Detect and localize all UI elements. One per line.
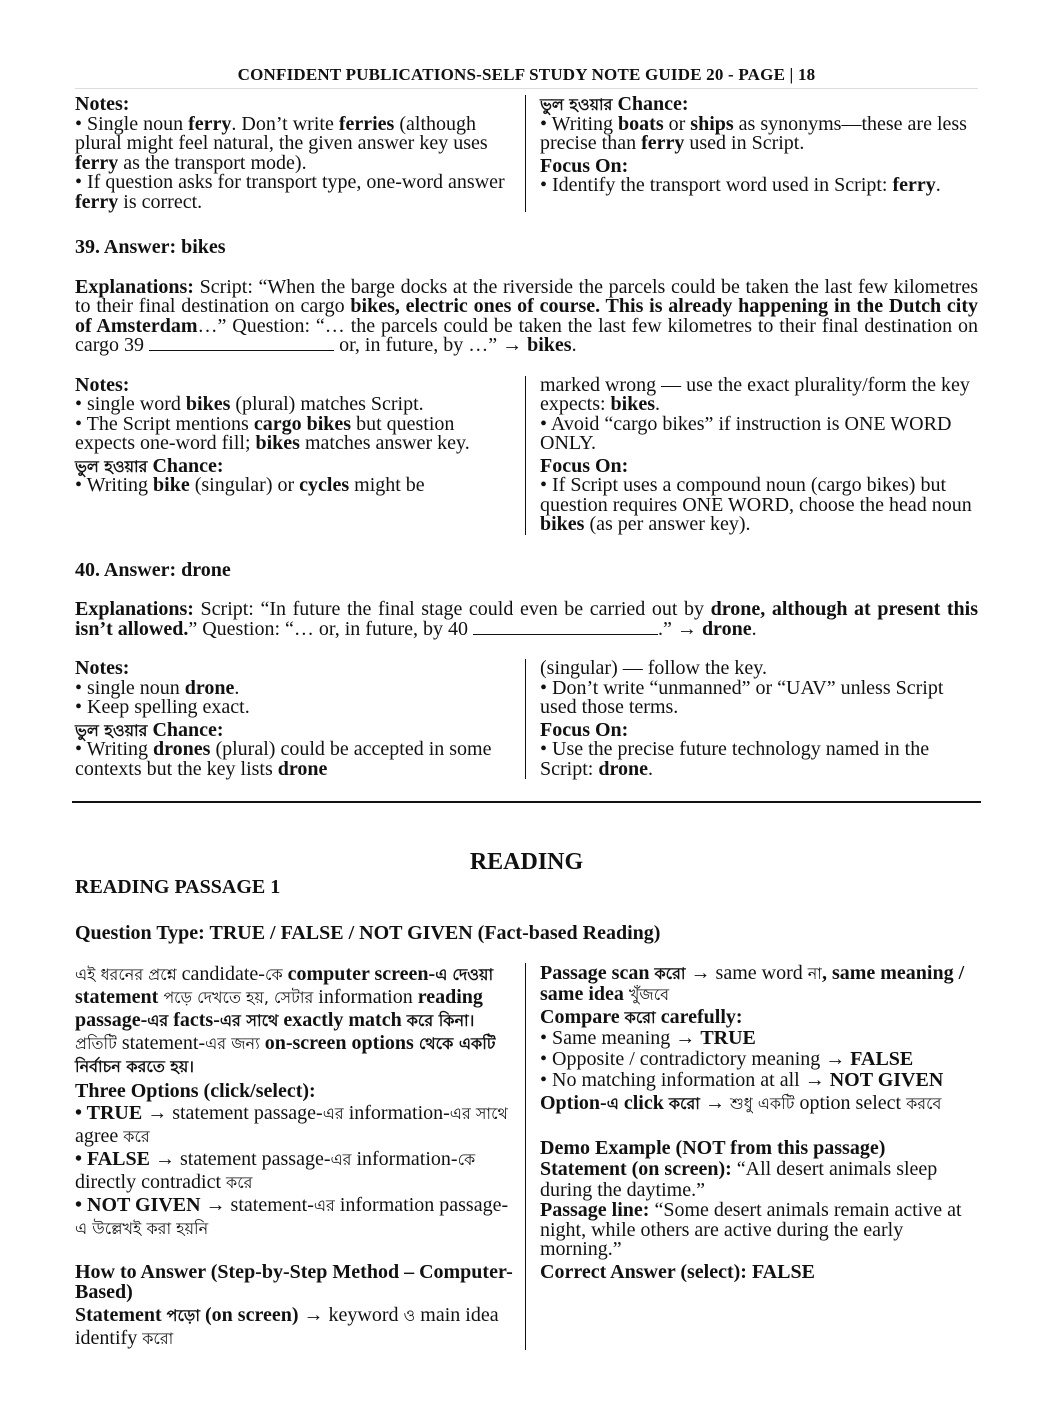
q39-left-column: [75, 373, 525, 535]
q39-chance-1: • Writing bike (singular) or cycles might be: [75, 474, 425, 496]
demo-correct-answer: Correct Answer (select): FALSE: [540, 1260, 815, 1283]
q40-focus-heading: Focus On:: [540, 718, 629, 741]
answer-blank: [149, 336, 334, 351]
compare-true: • Same meaning → TRUE: [540, 1027, 756, 1049]
reading-title: READING: [469, 849, 584, 875]
q40-chance-heading: ভুল হওয়ার Chance:: [75, 718, 224, 741]
q40-chance-1: • Writing drones (plural) could be accepted in some contexts but the key lists drone: [75, 738, 492, 780]
passage-heading: READING PASSAGE 1: [75, 876, 281, 898]
page-header: CONFIDENT PUBLICATIONS-SELF STUDY NOTE GUIDE 20 - PAGE | 18: [75, 62, 978, 89]
q40-notes-heading: Notes:: [75, 657, 130, 679]
q38-notes-section: [75, 95, 978, 212]
section-divider: [72, 801, 981, 803]
q39-right-column: [525, 373, 978, 535]
compare-not-given: • No matching information at all → NOT GIVEN: [540, 1069, 944, 1091]
how-to-answer-heading: How to Answer (Step-by-Step Method – Computer-Based): [75, 1261, 513, 1303]
q40-right-column: [525, 659, 978, 779]
compare-false: • Opposite / contradictory meaning → FALSE: [540, 1048, 914, 1070]
question-type-heading: Question Type: TRUE / FALSE / NOT GIVEN (Fact-based Reading): [75, 921, 661, 944]
step-select-option: Option-এ click করো → শুধু একটি option select করবে: [540, 1092, 942, 1114]
compare-heading: Compare করো carefully:: [540, 1006, 743, 1028]
reading-right-column: [525, 963, 978, 1350]
q40-notes-section: [75, 659, 978, 779]
q39-focus-1: • If Script uses a compound noun (cargo bikes) but question requires ONE WORD, choose the head noun bikes (as per answer key).: [540, 474, 972, 535]
q38-left-column: [75, 95, 525, 212]
q38-chance-heading: ভুল হওয়ার Chance:: [540, 93, 689, 115]
step-read-statement: Statement পড়ো (on screen) → keyword ও main idea identify করো: [75, 1304, 499, 1349]
q39-notes-heading: Notes:: [75, 373, 130, 396]
q40-left-column: [75, 659, 525, 779]
q40-chance-3: • Don’t write “unmanned” or “UAV” unless Script used those terms.: [540, 676, 944, 718]
q39-title: 39. Answer: bikes: [75, 236, 226, 258]
q38-right-column: [525, 95, 978, 212]
q38-chance-1: • Writing boats or ships as synonyms—these are less precise than ferry used in Script.: [540, 112, 967, 154]
q40-title: 40. Answer: drone: [75, 558, 231, 581]
intro-paragraph-2: প্রতিটি statement-এর জন্য on-screen options থেকে একটি নির্বাচন করতে হয়।: [75, 1032, 496, 1076]
q39-chance-2: marked wrong — use the exact plurality/form the key expects: bikes.: [540, 373, 970, 415]
intro-paragraph-1: এই ধরনের প্রশ্নে candidate-কে computer screen-এ দেওয়া statement পড়ে দেখতে হয়, সেটার information reading passage-এর facts-এর সাথে exactly match করে কিনা।: [75, 963, 494, 1031]
q38-focus-heading: Focus On:: [540, 154, 629, 177]
q40-explanation: Explanations: Script: “In future the final stage could even be carried out by drone, although at present this isn’t allowed.” Question: “… or, in future, by 40 .” → drone.: [75, 598, 978, 640]
answer-blank: [473, 620, 658, 635]
demo-passage-line: Passage line: “Some desert animals remain active at night, while others are active during the early morning.”: [540, 1199, 962, 1260]
q39-notes-section: [75, 373, 978, 535]
option-not-given: • NOT GIVEN → statement-এর information passage-এ উল্লেখই করা হয়নি: [75, 1194, 509, 1238]
q38-note-1: • Single noun ferry. Don’t write ferries (although plural might feel natural, the given answer key uses ferry as the transport mode).: [75, 112, 488, 174]
q39-note-1: • single word bikes (plural) matches Script.: [75, 393, 424, 415]
q40-chance-2: (singular) — follow the key.: [540, 657, 767, 679]
q38-note-2: • If question asks for transport type, one-word answer ferry is correct.: [75, 171, 505, 213]
options-heading: Three Options (click/select):: [75, 1080, 316, 1102]
demo-heading: Demo Example (NOT from this passage): [540, 1137, 886, 1159]
q39-note-2: • The Script mentions cargo bikes but question expects one-word fill; bikes matches answer key.: [75, 412, 470, 454]
q39-chance-heading: ভুল হওয়ার Chance:: [75, 454, 224, 477]
demo-statement: Statement (on screen): “All desert animals sleep during the daytime.”: [540, 1158, 938, 1201]
option-true: • TRUE → statement passage-এর information-এর সাথে agree করে: [75, 1102, 508, 1147]
q39-focus-heading: Focus On:: [540, 454, 629, 477]
q38-focus-1: • Identify the transport word used in Script: ferry.: [540, 174, 941, 196]
page: [75, 62, 978, 1350]
step-scan-passage: Passage scan করো → same word না, same meaning / same idea খুঁজবে: [540, 962, 965, 1005]
reading-guide-section: [75, 963, 978, 1350]
option-false: • FALSE → statement passage-এর information-কে directly contradict করে: [75, 1148, 476, 1193]
q39-explanation: Explanations: Script: “When the barge docks at the riverside the parcels could be taken the last few kilometres to their final destination on cargo bikes, electric ones of course. This is already happening in the Dutch city of Amsterdam…” Question: “… the parcels could be taken the last few kilometres to their final destination on cargo 39 or, in future, by …” → bikes.: [75, 275, 979, 356]
q38-notes-heading: Notes:: [75, 93, 130, 115]
q40-note-1: • single noun drone.: [75, 676, 240, 699]
reading-left-column: [75, 963, 525, 1350]
q40-note-2: • Keep spelling exact.: [75, 696, 250, 718]
q40-focus-1: • Use the precise future technology named in the Script: drone.: [540, 738, 930, 780]
q39-chance-3: • Avoid “cargo bikes” if instruction is ONE WORD ONLY.: [540, 412, 952, 454]
